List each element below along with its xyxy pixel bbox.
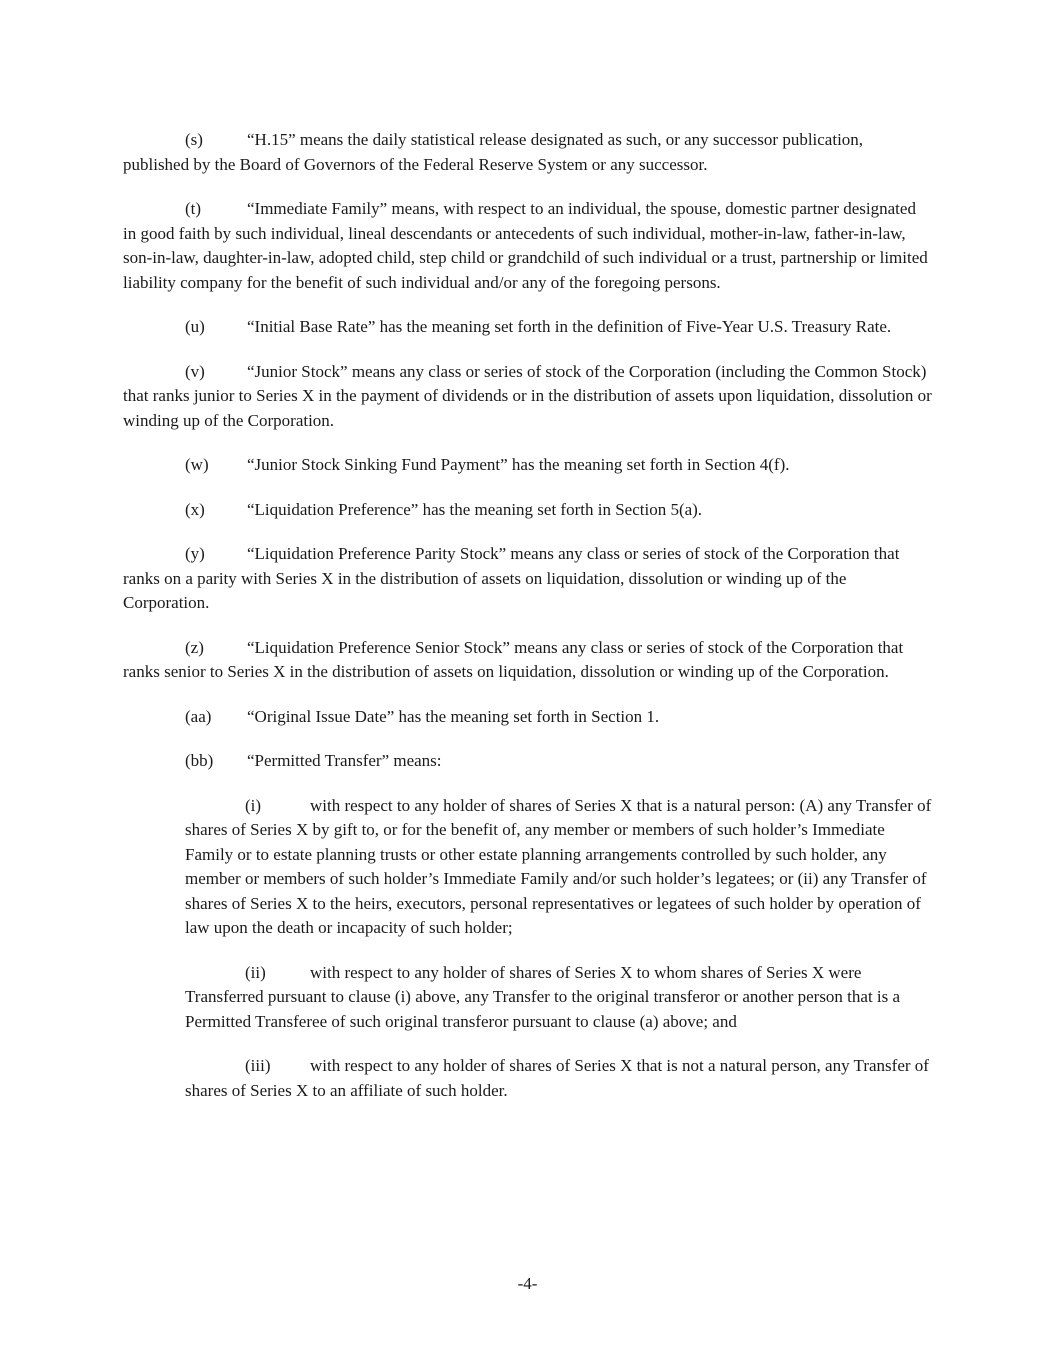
paragraph (123, 197, 933, 295)
page-footer (0, 1272, 1055, 1297)
paragraph-text: “Initial Base Rate” has the meaning set forth in the definition of Five-Year U.S. Treasury Rate. (247, 317, 892, 336)
paragraph-label: (z) (185, 637, 204, 657)
paragraph-label: (y) (185, 544, 205, 563)
paragraph (123, 315, 933, 340)
paragraph (123, 705, 933, 730)
paragraph-label: (s) (185, 130, 203, 149)
paragraph-text: with respect to any holder of shares of Series X to whom shares of Series X were Transferred pursuant to clause (i) above, any Transfer to the original transferor or another person that is a Permitted Transferee of such original transferor pursuant to clause (a) above; and (185, 962, 901, 1031)
paragraph (185, 961, 933, 1035)
paragraph-label: (iii) (245, 1056, 271, 1075)
paragraph-text: “Permitted Transfer” means: (247, 751, 442, 770)
paragraph-label: (ii) (245, 962, 266, 982)
paragraph-label: (u) (185, 317, 205, 336)
paragraph-label: (x) (185, 499, 205, 519)
paragraph (123, 453, 933, 478)
paragraph (123, 749, 933, 774)
paragraph-label: (aa) (185, 706, 212, 726)
paragraph (123, 498, 933, 523)
paragraph-label: (w) (185, 455, 209, 474)
paragraph-text: “H.15” means the daily statistical release designated as such, or any successor publication, published by the Board of Governors of the Federal Reserve System or any successor. (123, 130, 864, 174)
page-number: -4- (517, 1274, 538, 1293)
paragraph-text: “Liquidation Preference Senior Stock” means any class or series of stock of the Corporation that ranks senior to Series X in the distribution of assets on liquidation, dissolution or winding up of the Corporation. (123, 637, 904, 681)
paragraph-label: (i) (245, 795, 262, 815)
paragraph (123, 360, 933, 434)
document-body (123, 128, 933, 1123)
paragraph-text: with respect to any holder of shares of Series X that is not a natural person, any Transfer of shares of Series X to an affiliate of such holder. (185, 1056, 929, 1100)
paragraph-text: “Junior Stock” means any class or series of stock of the Corporation (including the Common Stock) that ranks junior to Series X in the payment of dividends or in the distribution of assets upon liquidation, dissolution or winding up of the Corporation. (123, 361, 932, 430)
paragraph (123, 636, 933, 685)
paragraph (185, 1054, 933, 1103)
paragraph-text: “Junior Stock Sinking Fund Payment” has the meaning set forth in Section 4(f). (247, 455, 790, 474)
paragraph-text: “Immediate Family” means, with respect to an individual, the spouse, domestic partner designated in good faith by such individual, lineal descendants or antecedents of such individual, mother-in-law, father-in-law, son-in-law, daughter-in-law, adopted child, step child or grandchild of such individual or a trust, partnership or limited liability company for the benefit of such individual and/or any of the foregoing persons. (123, 199, 928, 292)
paragraph-text: “Liquidation Preference” has the meaning set forth in Section 5(a). (247, 499, 703, 519)
paragraph-label: (bb) (185, 751, 214, 770)
paragraph (123, 128, 933, 177)
paragraph (185, 794, 933, 941)
paragraph (123, 542, 933, 616)
paragraph-text: “Original Issue Date” has the meaning set forth in Section 1. (247, 706, 660, 726)
paragraph-text: with respect to any holder of shares of Series X that is a natural person: (A) any Transfer of shares of Series X by gift to, or for the benefit of, any member or members of such holder’s Immediate Family or to estate planning trusts or other estate planning arrangements controlled by such holder, any member or members of such holder’s Immediate Family and/or such holder’s legatees; or (ii) any Transfer of shares of Series X to the heirs, executors, personal representatives or legatees of such holder by operation of law upon the death or incapacity of such holder; (185, 795, 932, 937)
paragraph-text: “Liquidation Preference Parity Stock” means any class or series of stock of the Corporation that ranks on a parity with Series X in the distribution of assets on liquidation, dissolution or winding up of the Corporation. (123, 544, 900, 612)
paragraph-label: (v) (185, 361, 205, 381)
paragraph-label: (t) (185, 199, 202, 218)
